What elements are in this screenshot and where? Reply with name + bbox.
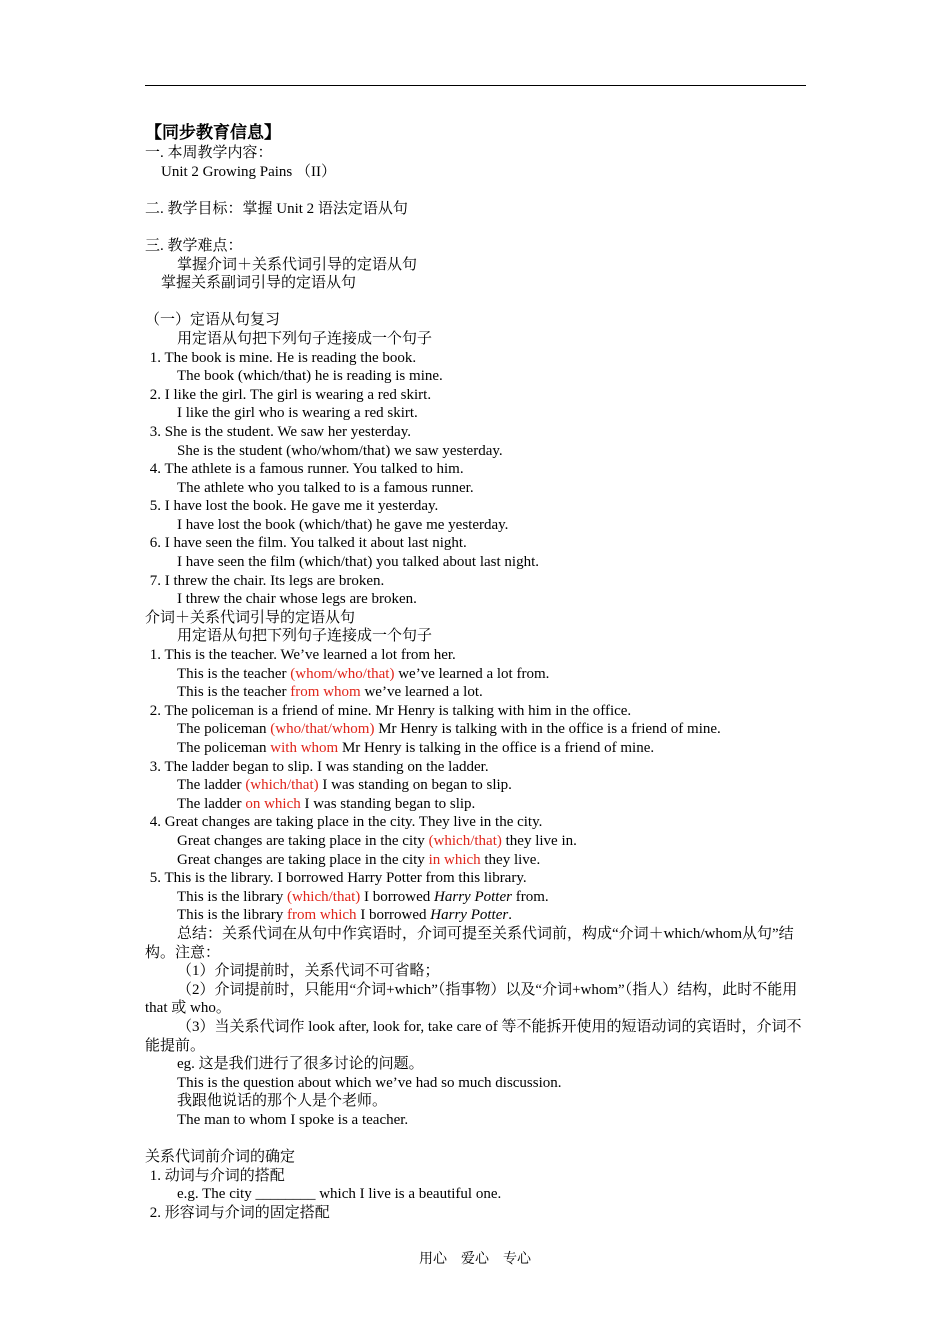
document-body (145, 122, 810, 1222)
question: This is the library. I borrowed Harry Potter from this library. (164, 870, 527, 887)
item-number: 2. (149, 1204, 161, 1221)
answer (145, 739, 810, 758)
question: The book is mine. He is reading the book. (164, 349, 417, 366)
question: I have seen the film. You talked it about last night. (164, 535, 467, 552)
list-item (145, 572, 810, 609)
item-number: 5. (149, 870, 161, 887)
section-3-title: 三. 教学难点： (145, 237, 243, 254)
item-number: 1. (149, 647, 161, 664)
highlight: (which/that) (428, 832, 502, 849)
part-1-list (145, 349, 810, 609)
answer: I have seen the film (which/that) you talked about last night. (177, 554, 539, 571)
answer-text: Mr Henry is talking in the office is a friend of mine. (338, 740, 655, 756)
part-2-instruction: 用定语从句把下列句子连接成一个句子 (177, 628, 433, 645)
section-3-item-2: 掌握关系副词引导的定语从句 (161, 275, 357, 292)
highlight: from which (286, 907, 357, 924)
answer (145, 888, 810, 907)
highlight: from whom (290, 684, 361, 701)
highlight: on which (245, 795, 301, 812)
answer (145, 906, 810, 925)
highlight: with whom (270, 740, 339, 756)
highlight: (which/that) (286, 888, 361, 905)
page-footer: 用心 爱心 专心 (419, 1252, 531, 1267)
highlight: in which (428, 851, 481, 868)
item-number: 4. (149, 814, 161, 831)
answer-text: Mr Henry is talking with in the office is a friend of mine. (374, 721, 721, 738)
example-2-english: The man to whom I spoke is a teacher. (177, 1111, 409, 1128)
highlight: (who/that/whom) (270, 721, 375, 738)
list-item (145, 423, 810, 460)
answer-text: we’ve learned a lot. (360, 684, 483, 701)
list-item (145, 349, 810, 386)
answer: I like the girl who is wearing a red skirt. (177, 405, 418, 422)
section-2: 二. 教学目标：掌握 Unit 2 语法定语从句 (145, 200, 408, 217)
example-1-english: This is the question about which we’ve had so much discussion. (177, 1074, 562, 1091)
question: She is the student. We saw her yesterday. (164, 423, 411, 440)
answer (145, 665, 810, 684)
answer (145, 776, 810, 795)
note-2: （2）介词提前时，只能用“介词+which”（指事物）以及“介词+whom”（指人）结构，此时不能用 that 或 who。 (145, 981, 798, 1017)
part-3-example: e.g. The city ________ which I live is a beautiful one. (177, 1186, 502, 1203)
answer-text: they live in. (501, 832, 577, 849)
example-2-chinese: 我跟他说话的那个人是个老师。 (177, 1093, 388, 1110)
question: The policeman is a friend of mine. Mr Henry is talking with him in the office. (164, 702, 632, 719)
question: I have lost the book. He gave me it yesterday. (164, 498, 439, 515)
part-2-title: 介词＋关系代词引导的定语从句 (145, 609, 356, 626)
answer: I have lost the book (which/that) he gave me yesterday. (177, 516, 509, 533)
item-number: 4. (149, 461, 161, 478)
answer: She is the student (who/whom/that) we saw yesterday. (177, 442, 503, 459)
question: This is the teacher. We’ve learned a lot from her. (164, 647, 456, 664)
note-1: （1）介词提前时，关系代词不可省略； (177, 963, 440, 980)
item-number: 3. (149, 423, 161, 440)
question: The ladder began to slip. I was standing on the ladder. (164, 758, 489, 775)
answer (145, 851, 810, 870)
item-number: 7. (149, 572, 161, 589)
answer-text: The ladder (177, 795, 246, 812)
answer-text: This is the library (177, 907, 287, 924)
part-2-list (145, 646, 810, 925)
item-number: 6. (149, 535, 161, 552)
book-title: Harry Potter (430, 907, 509, 924)
answer-text: This is the teacher (177, 665, 291, 682)
document-title: 【同步教育信息】 (145, 123, 281, 142)
part-1-title: （一）定语从句复习 (145, 312, 281, 329)
answer (145, 720, 810, 739)
item-number: 1. (149, 1167, 161, 1184)
answer-text: I borrowed (360, 888, 435, 905)
answer-text: we’ve learned a lot from. (394, 665, 550, 682)
item-number: 5. (149, 498, 161, 515)
list-item (145, 534, 810, 571)
answer (145, 683, 810, 702)
answer-text: . (508, 907, 512, 924)
list-item (145, 497, 810, 534)
list-item (145, 869, 810, 925)
answer: The book (which/that) he is reading is mine. (177, 368, 443, 385)
part-3-item-2: 形容词与介词的固定搭配 (164, 1204, 330, 1221)
answer-text: Great changes are taking place in the city (177, 832, 429, 849)
answer-text: I was standing on began to slip. (318, 777, 512, 794)
section-1-title: 一. 本周教学内容： (145, 145, 273, 161)
list-item (145, 758, 810, 814)
answer-text: I borrowed (356, 907, 431, 924)
part-3-title: 关系代词前介词的确定 (145, 1149, 296, 1166)
answer-text: The policeman (177, 721, 271, 738)
question: I threw the chair. Its legs are broken. (164, 572, 385, 589)
item-number: 3. (149, 758, 161, 775)
item-number: 1. (149, 349, 161, 366)
answer: I threw the chair whose legs are broken. (177, 591, 417, 608)
answer-text: This is the teacher (177, 684, 291, 701)
answer (145, 795, 810, 814)
answer-text: I was standing began to slip. (300, 795, 476, 812)
section-3-item-1: 掌握介词＋关系代词引导的定语从句 (177, 256, 418, 273)
list-item (145, 702, 810, 758)
part-1-instruction: 用定语从句把下列句子连接成一个句子 (177, 330, 433, 347)
example-1-chinese: eg. 这是我们进行了很多讨论的问题。 (177, 1056, 424, 1073)
question: I like the girl. The girl is wearing a red skirt. (164, 386, 432, 403)
list-item (145, 813, 810, 869)
item-number: 2. (149, 702, 161, 719)
answer-text: The ladder (177, 777, 246, 794)
part-3-item-1: 动词与介词的搭配 (164, 1167, 285, 1184)
section-1-content: Unit 2 Growing Pains （II） (161, 163, 336, 180)
answer-text: This is the library (177, 888, 287, 905)
list-item (145, 386, 810, 423)
list-item (145, 646, 810, 702)
list-item (145, 460, 810, 497)
note-3: （3）当关系代词作 look after, look for, take care of 等不能拆开使用的短语动词的宾语时，介词不能提前。 (145, 1018, 802, 1054)
question: Great changes are taking place in the city. They live in the city. (164, 814, 543, 831)
answer: The athlete who you talked to is a famous runner. (177, 479, 474, 496)
highlight: (which/that) (245, 777, 319, 794)
item-number: 2. (149, 386, 161, 403)
summary: 总结：关系代词在从句中作宾语时，介词可提至关系代词前，构成“介词＋which/whom从句”结构。注意： (145, 925, 794, 961)
answer-text: Great changes are taking place in the city (177, 851, 429, 868)
answer-text: they live. (480, 851, 541, 868)
answer-text: The policeman (177, 740, 271, 756)
answer-text: from. (511, 888, 549, 905)
header-rule (145, 85, 806, 86)
question: The athlete is a famous runner. You talked to him. (164, 461, 464, 478)
highlight: (whom/who/that) (290, 665, 395, 682)
answer (145, 832, 810, 851)
book-title: Harry Potter (434, 888, 512, 905)
